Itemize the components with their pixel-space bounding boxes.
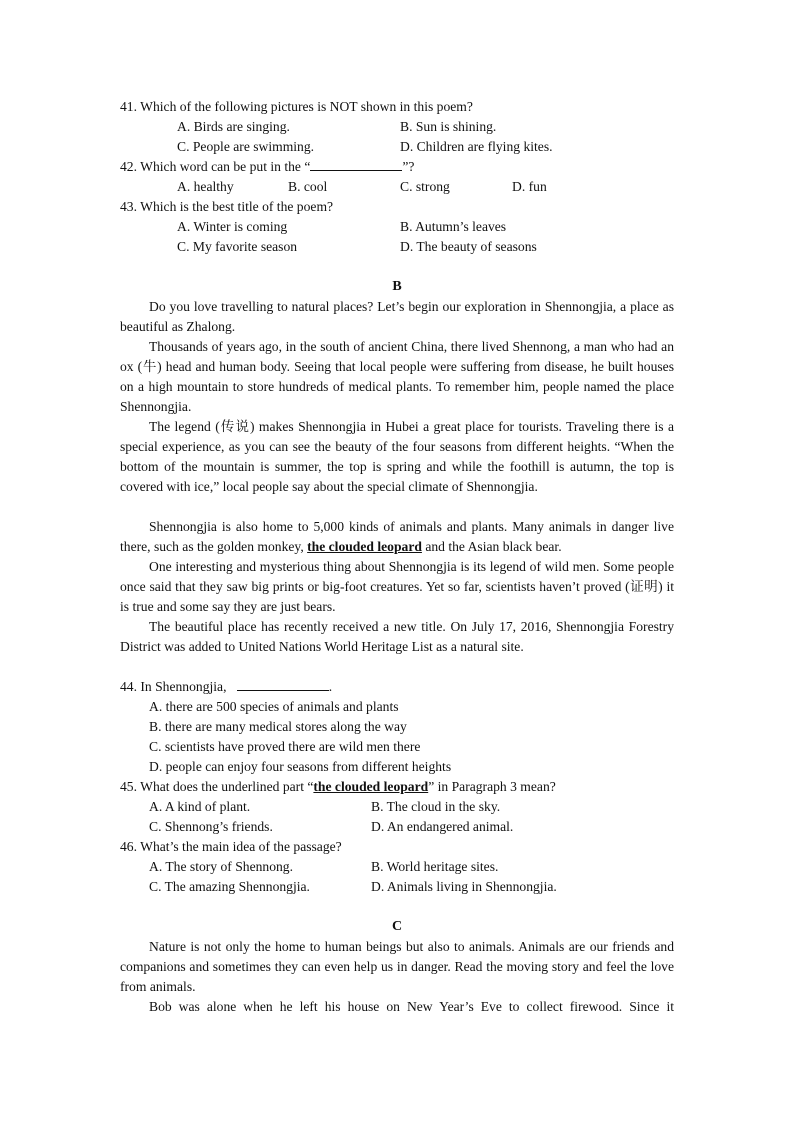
q44-option-c: C. scientists have proved there are wild men there: [149, 739, 421, 754]
section-c-heading: C: [391, 919, 403, 934]
section-c-paragraph-2: Bob was alone when he left his house on New Year’s Eve to collect firewood. Since it: [149, 999, 674, 1014]
q44-option-d: D. people can enjoy four seasons from different heights: [149, 759, 452, 774]
question-44-stem: 44. In Shennongjia, .: [120, 679, 333, 694]
q46-option-c: C. The amazing Shennongjia.: [149, 879, 310, 894]
section-b-paragraph-5: One interesting and mysterious thing about Shennongjia is its legend of wild men. Some people once said that they saw big prints or big-foot creatures. Yet so far, scientists haven’t proved (证明) it is true and some say they are just bears.: [120, 559, 674, 614]
q41-option-d: D. Children are flying kites.: [400, 139, 553, 154]
q44-option-a: A. there are 500 species of animals and plants: [149, 699, 399, 714]
q41-option-a: A. Birds are singing.: [177, 119, 290, 134]
question-46-stem: 46. What’s the main idea of the passage?: [120, 839, 342, 854]
question-43-stem: 43. Which is the best title of the poem?: [120, 199, 334, 214]
q42-stem-text: 42. Which word can be put in the “: [120, 159, 311, 174]
q42-option-c: C. strong: [400, 179, 450, 194]
section-b-paragraph-2: Thousands of years ago, in the south of ancient China, there lived Shennong, a man who had an ox (牛) head and human body. Seeing that local people were suffering from disease, he built houses on a high mountain to store hundreds of medical plants. To remember him, people named the place Shennongjia.: [120, 339, 674, 414]
question-42-stem: [120, 157, 414, 177]
q46-option-b: B. World heritage sites.: [371, 859, 499, 874]
q46-option-d: D. Animals living in Shennongjia.: [371, 879, 557, 894]
underlined-phrase: the clouded leopard: [313, 779, 429, 794]
q42-option-b: B. cool: [288, 179, 328, 194]
section-b-paragraph-1: Do you love travelling to natural places? Let’s begin our exploration in Shennongjia, a place as beautiful as Zhalong.: [120, 299, 674, 334]
answer-blank: [237, 677, 329, 691]
q43-option-b: B. Autumn’s leaves: [400, 219, 507, 234]
q45-option-b: B. The cloud in the sky.: [371, 799, 501, 814]
q45-option-a: A. A kind of plant.: [149, 799, 251, 814]
q45-option-c: C. Shennong’s friends.: [149, 819, 273, 834]
q44-stem-text: 44. In Shennongjia,: [120, 679, 227, 694]
section-b-paragraph-3: The legend (传说) makes Shennongjia in Hubei a great place for tourists. Traveling there is a special experience, as you can see the beauty of the four seasons from different heights. “When the bottom of the mountain is summer, the top is spring and while the foothill is autumn, the top is covered with ice,” local people say about the special climate of Shennongjia.: [120, 419, 674, 494]
section-b-paragraph-4: [120, 517, 674, 557]
q43-option-d: D. The beauty of seasons: [400, 239, 537, 254]
section-c-paragraph-1: Nature is not only the home to human beings but also to animals. Animals are our friends and companions and sometimes they can even help us in danger. Read the moving story and feel the love from animals.: [120, 939, 674, 994]
q45-stem-end: ” in Paragraph 3 mean?: [428, 779, 556, 794]
q43-option-c: C. My favorite season: [177, 239, 298, 254]
q43-option-a: A. Winter is coming: [177, 219, 288, 234]
question-45-stem: [120, 777, 556, 797]
answer-blank: [310, 157, 402, 171]
section-b-heading: B: [392, 279, 402, 294]
q46-option-a: A. The story of Shennong.: [149, 859, 293, 874]
q45-stem-text: 45. What does the underlined part “: [120, 779, 314, 794]
q41-option-b: B. Sun is shining.: [400, 119, 497, 134]
q42-option-a: A. healthy: [177, 179, 234, 194]
paragraph-4-text: Shennongjia is also home to 5,000 kinds of animals and plants. Many animals in danger live there, such as the golden monkey,: [120, 519, 674, 554]
question-41-stem: 41. Which of the following pictures is NOT shown in this poem?: [120, 99, 473, 114]
q41-option-c: C. People are swimming.: [177, 139, 315, 154]
q45-option-d: D. An endangered animal.: [371, 819, 514, 834]
paragraph-4-end: and the Asian black bear.: [421, 539, 562, 554]
q44-option-b: B. there are many medical stores along the way: [149, 719, 407, 734]
underlined-phrase: the clouded leopard: [307, 539, 422, 554]
q42-option-d: D. fun: [512, 179, 547, 194]
section-b-paragraph-6: The beautiful place has recently received a new title. On July 17, 2016, Shennongjia Forestry District was added to United Nations World Heritage List as a natural site.: [120, 619, 674, 654]
q42-stem-end: ”?: [402, 159, 415, 174]
